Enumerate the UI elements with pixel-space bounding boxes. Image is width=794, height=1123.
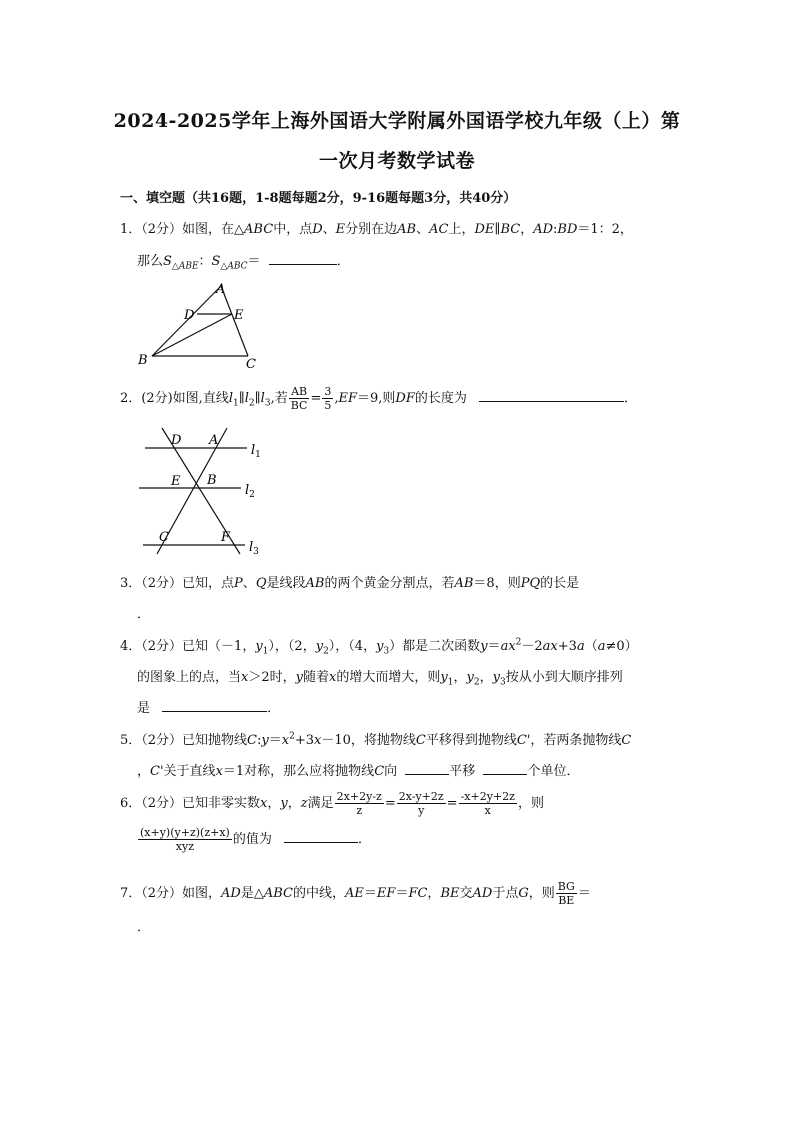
q5-text: : (257, 733, 262, 748)
q5-text: 5．（2分）已知抛物线 (120, 733, 248, 748)
q4-var: ax (500, 639, 516, 654)
q4-text: ＞2时， (248, 670, 296, 685)
paper-title-line2: 一次月考数学试卷 (318, 150, 475, 172)
q7-var: BE (440, 886, 460, 901)
q4-text: ＝ (487, 639, 501, 654)
q4-answer-blank[interactable] (162, 699, 267, 712)
q4-var: y (492, 670, 500, 685)
q5-units-blank[interactable] (483, 762, 527, 775)
q6-answer-blank[interactable] (284, 830, 358, 843)
q1-sub: △ABE (171, 261, 199, 272)
q2-fig-label-F: F (221, 530, 231, 545)
q6-text: ． (357, 832, 371, 847)
q2-fig-label-C: C (159, 530, 169, 545)
q4-text: 的增大而增大，则 (336, 670, 441, 685)
q2-text: ． (624, 391, 638, 406)
q1-text: ∥ (494, 222, 501, 237)
q4-sub: 3 (383, 646, 390, 657)
q4-sub: 2 (323, 646, 329, 657)
q4-text: ≠0） (605, 639, 638, 654)
q7-var: FC (408, 886, 428, 901)
q1-text: ＝ (247, 254, 261, 269)
q4-var: x (329, 670, 337, 685)
q5-text: 向 (384, 764, 398, 779)
q7-var: G (518, 886, 529, 901)
q4-var: y (466, 670, 474, 685)
q4-sub: 3 (499, 677, 506, 688)
q4-var: ax (542, 639, 558, 654)
q4-sub: 2 (473, 677, 480, 688)
question-3-line1 (120, 572, 579, 591)
q1-sub: △ABC (220, 261, 248, 272)
q2-fig-label-l3: $l_3$ (249, 540, 259, 557)
q3-var: P (234, 576, 243, 591)
q4-text: ． (267, 701, 281, 716)
q7-fraction-bg-be: $\frac{BG}{BE}$ (557, 880, 575, 907)
q1-var: DE (474, 222, 495, 237)
question-1-line2 (137, 250, 350, 272)
q5-var: C (374, 764, 385, 779)
q6-fraction-2: $\frac{2x-y+2z}{y}$ (398, 790, 444, 817)
q1-var: BC (500, 222, 521, 237)
q4-text: 按从小到大顺序排列 (505, 670, 623, 685)
q2-fig-label-l1: $l_1$ (251, 443, 261, 460)
q2-text: ＝9,则 (357, 391, 396, 406)
q5-sup: 2 (289, 731, 295, 742)
q6-fraction-3: $\frac{-x+2y+2z}{x}$ (460, 790, 515, 817)
q4-text: +3 (557, 639, 577, 654)
q7-var: AE (345, 886, 364, 901)
section-header-fill-blank: 一、填空题（共16题，1-8题每题2分，9-16题每题3分，共40分） (120, 191, 517, 206)
q4-sub: 1 (447, 677, 454, 688)
q6-text: ， (267, 796, 281, 811)
q6-var: x (260, 796, 268, 811)
q4-text: 随着 (303, 670, 330, 685)
q2-parallel-lines-figure (135, 422, 275, 557)
q5-text: ，若两条抛物线 (530, 733, 622, 748)
q4-sub: 1 (262, 646, 269, 657)
q1-triangle-figure (130, 278, 260, 370)
question-2-line1 (120, 385, 637, 412)
q7-var: AD (472, 886, 493, 901)
q7-var: AD (221, 886, 241, 901)
q4-sup: 2 (515, 637, 522, 648)
q3-var: AB (305, 576, 325, 591)
q2-text: ∥ (254, 391, 261, 406)
q2-var: ,EF (334, 391, 357, 406)
q1-text: 上， (448, 222, 475, 237)
q3-var: PQ (520, 576, 541, 591)
q1-text: ＝1：2， (577, 222, 633, 237)
q3-text: 的两个黄金分割点，若 (324, 576, 455, 591)
q1-fig-label-B: B (138, 353, 148, 368)
question-6-line2 (137, 826, 371, 853)
q4-var: y (440, 670, 448, 685)
q7-text: ， (427, 886, 441, 901)
q4-var: y (295, 670, 303, 685)
q2-text: = (310, 391, 322, 406)
q1-text: : (553, 222, 558, 237)
q3-text: 是线段 (266, 576, 306, 591)
q6-fraction-product: $\frac{(x+y)(y+z)(z+x)}{\text{xyz}}$ (140, 826, 230, 853)
q4-var: y (255, 639, 263, 654)
question-4-line2 (137, 666, 623, 688)
q1-text: 那么 (137, 254, 164, 269)
q3-text: 的长是 (540, 576, 580, 591)
q6-var: z (300, 796, 308, 811)
q4-text: ）都是二次函数 (389, 639, 481, 654)
q4-text: 的图象上的点，当 (137, 670, 242, 685)
q2-text: ∥ (238, 391, 245, 406)
q6-fraction-1: $\frac{2x+2y-z}{z}$ (336, 790, 382, 817)
q1-var: D (312, 222, 323, 237)
q5-var: x (281, 733, 290, 748)
question-6-line1 (120, 790, 544, 817)
q4-text: ），（2， (268, 639, 316, 654)
q5-text: 平移得到抛物线 (425, 733, 517, 748)
q2-fig-label-l2: $l_2$ (245, 483, 255, 500)
q6-text: 的值为 (232, 832, 272, 847)
question-7-line2 (137, 916, 150, 935)
q3-text: 、 (242, 576, 256, 591)
q1-fig-label-E: E (234, 308, 244, 323)
q1-answer-blank[interactable] (269, 252, 337, 265)
q1-var: S (211, 254, 221, 269)
q5-text: ＝1对称，那么应将抛物线 (222, 764, 375, 779)
q1-text: ， (520, 222, 534, 237)
q4-text: ），（4， (328, 639, 377, 654)
q1-var: AB (397, 222, 417, 237)
q4-text: －2 (521, 639, 543, 654)
q3-text: 3．（2分）已知，点 (120, 576, 235, 591)
q4-var: y (376, 639, 384, 654)
q2-answer-blank[interactable] (479, 389, 624, 402)
q2-fig-label-E: E (171, 474, 181, 489)
q1-text: 1．（2分）如图，在△ (120, 222, 245, 237)
q5-direction-blank[interactable] (405, 762, 449, 775)
q4-var: a (576, 639, 585, 654)
q5-var: y (261, 733, 269, 748)
q5-var: C' (516, 733, 531, 748)
question-7-line1 (120, 880, 591, 907)
q6-text: 6．（2分）已知非零实数 (120, 796, 261, 811)
q7-text: 是△ (240, 886, 264, 901)
q2-sub: 2 (248, 398, 255, 409)
q2-fig-label-D: D (171, 433, 182, 448)
q5-text: ， (137, 764, 151, 779)
q6-var: y (280, 796, 288, 811)
q4-var: a (597, 639, 606, 654)
q6-text: 满足 (307, 796, 334, 811)
q7-var: EF (376, 886, 396, 901)
q2-text: 2．(2分)如图,直线 (120, 391, 229, 406)
q4-text: ， (453, 670, 467, 685)
question-4-line1 (120, 635, 638, 657)
q2-var: l (228, 391, 233, 406)
q6-text: ，则 (517, 796, 544, 811)
q5-text: 关于直线 (163, 764, 216, 779)
q7-text: 的中线， (293, 886, 346, 901)
q5-text: 个单位． (527, 764, 580, 779)
q7-text: 于点 (492, 886, 519, 901)
q1-fig-label-C: C (246, 357, 256, 370)
q4-var: x (241, 670, 249, 685)
q3-var: Q (255, 576, 267, 591)
q1-text: 分别在边 (345, 222, 398, 237)
q1-var: ABC (244, 222, 274, 237)
q5-text: +3 (294, 733, 315, 748)
q5-text: ＝ (268, 733, 282, 748)
q7-text: ，则 (528, 886, 555, 901)
q5-var: C (415, 733, 426, 748)
q1-var: E (335, 222, 346, 237)
q1-text: 、 (416, 222, 430, 237)
q1-fig-label-A: A (216, 282, 226, 297)
q1-var: AC (429, 222, 449, 237)
q7-var: ABC (263, 886, 293, 901)
q6-text: = (384, 796, 396, 811)
q2-sub: 1 (233, 398, 239, 409)
q1-var: S (163, 254, 172, 269)
q2-text: 的长度为 (414, 391, 467, 406)
q2-fraction-3-5: $\frac{3}{5}$ (324, 385, 332, 412)
q4-text: （ (584, 639, 598, 654)
q3-text: ＝8，则 (473, 576, 521, 591)
q3-var: AB (454, 576, 474, 591)
q7-text: 交 (459, 886, 473, 901)
q4-text: 4．（2分）已知（－1， (120, 639, 256, 654)
q5-var: C (621, 733, 632, 748)
q7-text: ． (137, 920, 151, 935)
paper-title-line1: 2024-2025学年上海外国语大学附属外国语学校九年级（上）第 (113, 110, 681, 132)
q1-var: BD (557, 222, 578, 237)
q2-text: ,若 (270, 391, 288, 406)
q5-var: C' (150, 764, 164, 779)
q1-text: 、 (322, 222, 336, 237)
q7-text: ＝ (577, 886, 591, 901)
q1-text: ： (198, 254, 212, 269)
q1-text: ． (336, 254, 350, 269)
q2-fraction-ab-bc: $\frac{AB}{BC}$ (290, 385, 308, 412)
q4-text: 是 (137, 701, 151, 716)
q2-var: l (244, 391, 249, 406)
q5-var: x (215, 764, 223, 779)
q5-var: C (247, 733, 257, 748)
q6-text: ， (287, 796, 301, 811)
q1-fig-label-D: D (184, 308, 195, 323)
q4-var: y (480, 639, 488, 654)
q5-text: －10，将抛物线 (321, 733, 416, 748)
q2-fig-label-A: A (209, 433, 219, 448)
q2-fig-label-B: B (207, 473, 217, 488)
q7-text: ＝ (363, 886, 377, 901)
question-5-line1 (120, 729, 631, 748)
q7-text: ＝ (395, 886, 409, 901)
question-1-line1 (120, 218, 633, 237)
q6-text: = (446, 796, 458, 811)
question-4-line3 (137, 697, 280, 716)
question-5-line2 (137, 760, 579, 779)
q2-sub: 3 (264, 398, 271, 409)
q4-var: y (315, 639, 324, 654)
q1-text: 中，点 (273, 222, 313, 237)
q7-text: 7．（2分）如图， (120, 886, 222, 901)
question-3-line2 (137, 603, 150, 622)
q2-var: DF (395, 391, 415, 406)
q2-var: l (260, 391, 265, 406)
q3-text: ． (137, 607, 151, 622)
q5-text: 平移 (449, 764, 476, 779)
q5-var: x (314, 733, 322, 748)
q4-text: ， (479, 670, 493, 685)
q1-var: AD (533, 222, 554, 237)
